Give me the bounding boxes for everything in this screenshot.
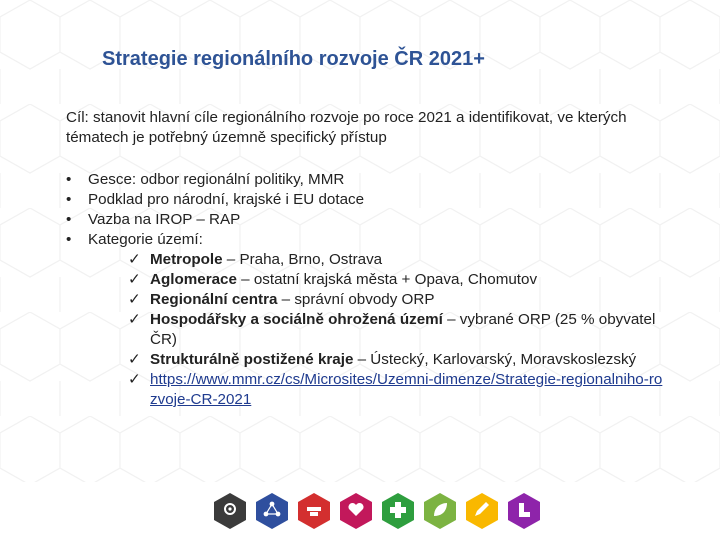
network-icon — [254, 492, 290, 530]
check-icon: ✓ — [128, 251, 141, 268]
category-item: ✓ Hospodářsky a sociálně ohrožená území – vybrané ORP (25 % obyvatel ČR) — [128, 311, 656, 348]
pencil-icon — [464, 492, 500, 530]
slide-content — [66, 108, 666, 410]
leaf-icon — [422, 492, 458, 530]
slide-title: Strategie regionálního rozvoje ČR 2021+ — [102, 48, 485, 70]
category-item — [128, 370, 666, 410]
plus-icon — [380, 492, 416, 530]
check-icon: ✓ — [128, 351, 141, 368]
gear-icon — [212, 492, 248, 530]
category-item: ✓ Aglomerace – ostatní krajská města + Opava, Chomutov — [128, 271, 538, 288]
category-item: ✓ Regionální centra – správní obvody ORP — [128, 291, 435, 308]
check-icon: ✓ — [128, 271, 141, 288]
hands-icon — [296, 492, 332, 530]
bullet-item: • Kategorie území: ✓ Metropole – Praha, Brno, Ostrava ✓ Aglomerace – ostatní krajská města + Opava, Chomutov ✓ Regionální centra – správní obvody ORP ✓ Hospodářsky a sociálně ohrožená území – vybrané ORP (25 % obyvatel ČR) ✓ Strukturálně postižené kraje – Ústecký, Karlovarský, Moravskoslezský ✓ https://www.mmr.cz/cs/Microsites/Uzemni-dimenze/Strategie-regionalniho-rozvoje-CR-2021 — [66, 230, 666, 410]
check-icon: ✓ — [128, 371, 141, 388]
category-list — [88, 250, 666, 410]
bullet-item: • Podklad pro národní, krajské i EU dotace — [66, 191, 365, 208]
goal-text: Cíl: stanovit hlavní cíle regionálního rozvoje po roce 2021 a identifikovat, ve kterých tématech je potřebný územně specifický přístup — [66, 109, 627, 146]
bullet-item: • Gesce: odbor regionální politiky, MMR — [66, 171, 345, 188]
category-item: ✓ Metropole – Praha, Brno, Ostrava — [128, 251, 383, 268]
check-icon: ✓ — [128, 291, 141, 308]
strategy-link[interactable]: https://www.mmr.cz/cs/Microsites/Uzemni-dimenze/Strategie-regionalniho-rozvoje-CR-2021 — [150, 371, 663, 408]
bullet-item: • Vazba na IROP – RAP — [66, 211, 241, 228]
check-icon: ✓ — [128, 311, 141, 328]
footer-icon-row — [212, 492, 542, 530]
category-item: ✓ Strukturálně postižené kraje – Ústecký, Karlovarský, Moravskoslezský — [128, 351, 637, 368]
building-icon — [506, 492, 542, 530]
bullet-list — [66, 170, 666, 410]
heart-icon — [338, 492, 374, 530]
